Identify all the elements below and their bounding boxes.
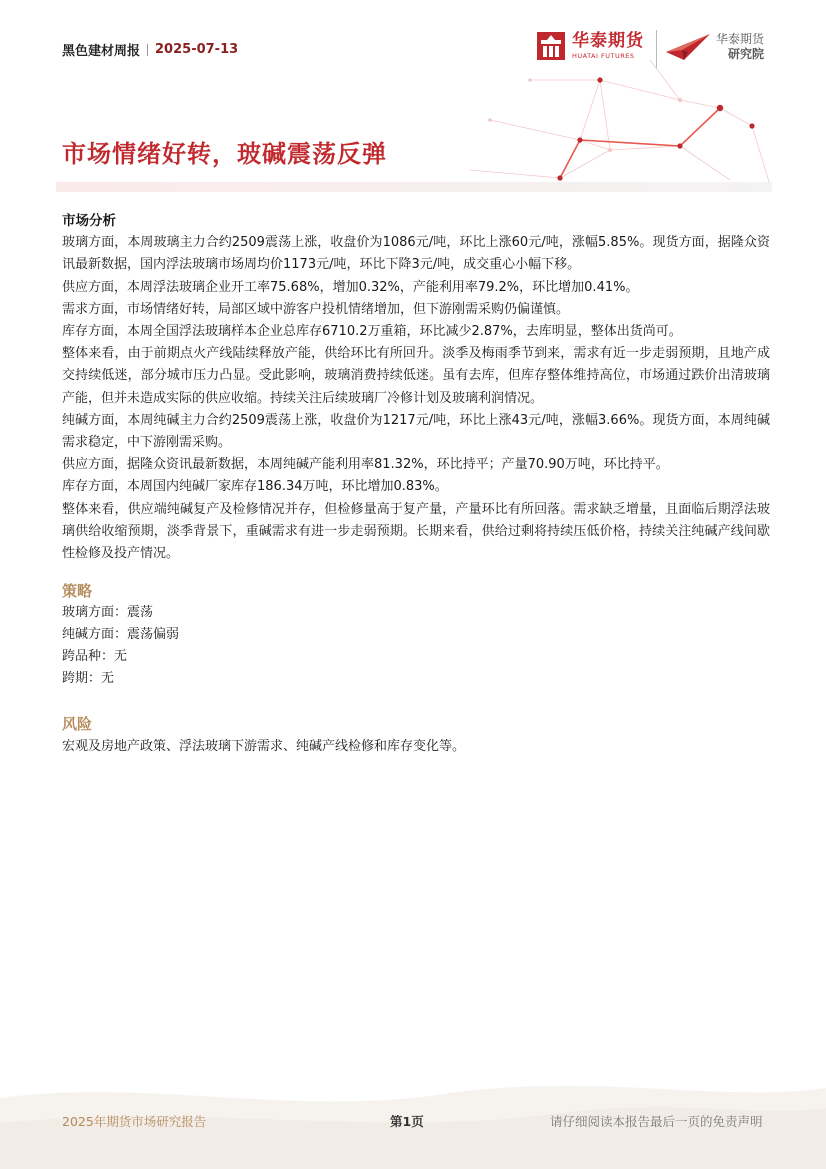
meta-divider — [147, 44, 148, 56]
strategy-heading: 策略 — [62, 582, 93, 600]
analysis-paragraph: 整体来看，由于前期点火产线陆续释放产能，供给环比有所回升。淡季及梅雨季节到来，需求有近一步走弱预期，且地产成交持续低迷，部分城市压力凸显。受此影响，玻璃消费持续低迷。虽有去库，但库存整体维持高位，市场通过跌价出清玻璃产能，但并未造成实际的供应收缩。持续关注后续玻璃厂冷修计划及玻璃利润情况。 — [62, 346, 770, 406]
huatai-logo — [536, 31, 644, 61]
report-type: 黑色建材周报 — [62, 44, 141, 59]
risk-text: 宏观及房地产政策、浮法玻璃下游需求、纯碱产线检修和库存变化等。 — [62, 739, 466, 754]
analysis-paragraph: 供应方面，据隆众资讯最新数据，本周纯碱产能利用率81.32%，环比持平；产量70.90万吨，环比持平。 — [62, 457, 669, 473]
risk-heading: 风险 — [62, 715, 93, 733]
analysis-paragraph: 玻璃方面，本周玻璃主力合约2509震荡上涨，收盘价为1086元/吨，环比上涨60元/吨，涨幅5.85%。现货方面，据隆众资讯最新数据，国内浮法玻璃市场周均价1173元/吨，环比下降3元/吨，成交重心小幅下移。 — [62, 235, 770, 273]
disclaimer-notice: 请仔细阅读本报告最后一页的免责声明 — [550, 1114, 763, 1129]
strategy-item: 纯碱方面：震荡偏弱 — [62, 627, 180, 642]
huatai-logo-icon — [536, 31, 566, 61]
strategy-item: 玻璃方面：震荡 — [62, 605, 154, 620]
strategy-item: 跨品种：无 — [62, 649, 128, 664]
institute-logo — [664, 30, 764, 64]
institute-line-2: 研究院 — [728, 47, 765, 61]
market-analysis-section — [62, 210, 770, 565]
footer-report-name: 2025年期货市场研究报告 — [62, 1114, 207, 1129]
market-analysis-heading: 市场分析 — [62, 213, 116, 229]
page-title: 市场情绪好转，玻碱震荡反弹 — [62, 140, 387, 168]
analysis-paragraph: 库存方面，本周国内纯碱厂家库存186.34万吨，环比增加0.83%。 — [62, 479, 448, 495]
analysis-paragraph: 需求方面，市场情绪好转，局部区域中游客户投机情绪增加，但下游刚需采购仍偏谨慎。 — [62, 301, 570, 317]
page-number: 第1页 — [390, 1114, 424, 1129]
analysis-paragraph: 整体来看，供应端纯碱复产及检修情况并存，但检修量高于复产量，产量环比有所回落。需求缺乏增量，且面临后期浮法玻璃供给收缩预期，淡季背景下，重碱需求有进一步走弱预期。长期来看，供给过剩将持续压低价格，持续关注纯碱产线间歇性检修及投产情况。 — [62, 501, 770, 562]
page-header — [0, 0, 826, 192]
title-rule — [56, 182, 772, 192]
logo-divider — [656, 30, 657, 68]
paper-plane-icon — [664, 30, 712, 64]
analysis-paragraph: 库存方面，本周全国浮法玻璃样本企业总库存6710.2万重箱，环比减少2.87%，去库明显，整体出货尚可。 — [62, 324, 682, 340]
brand-name-en: HUATAI FUTURES — [572, 52, 635, 60]
brand-name-cn: 华泰期货 — [572, 31, 644, 51]
institute-line-1: 华泰期货 — [716, 32, 765, 46]
report-date: 2025-07-13 — [155, 42, 239, 57]
strategy-item: 跨期：无 — [62, 671, 115, 686]
network-graphic — [430, 60, 810, 185]
analysis-paragraph: 供应方面，本周浮法玻璃企业开工率75.68%，增加0.32%，产能利用率79.2%，环比增加0.41%。 — [62, 279, 639, 295]
report-meta — [62, 40, 238, 59]
analysis-paragraph: 纯碱方面，本周纯碱主力合约2509震荡上涨，收盘价为1217元/吨，环比上涨43元/吨，涨幅3.66%。现货方面，本周纯碱需求稳定，中下游刚需采购。 — [62, 412, 770, 451]
